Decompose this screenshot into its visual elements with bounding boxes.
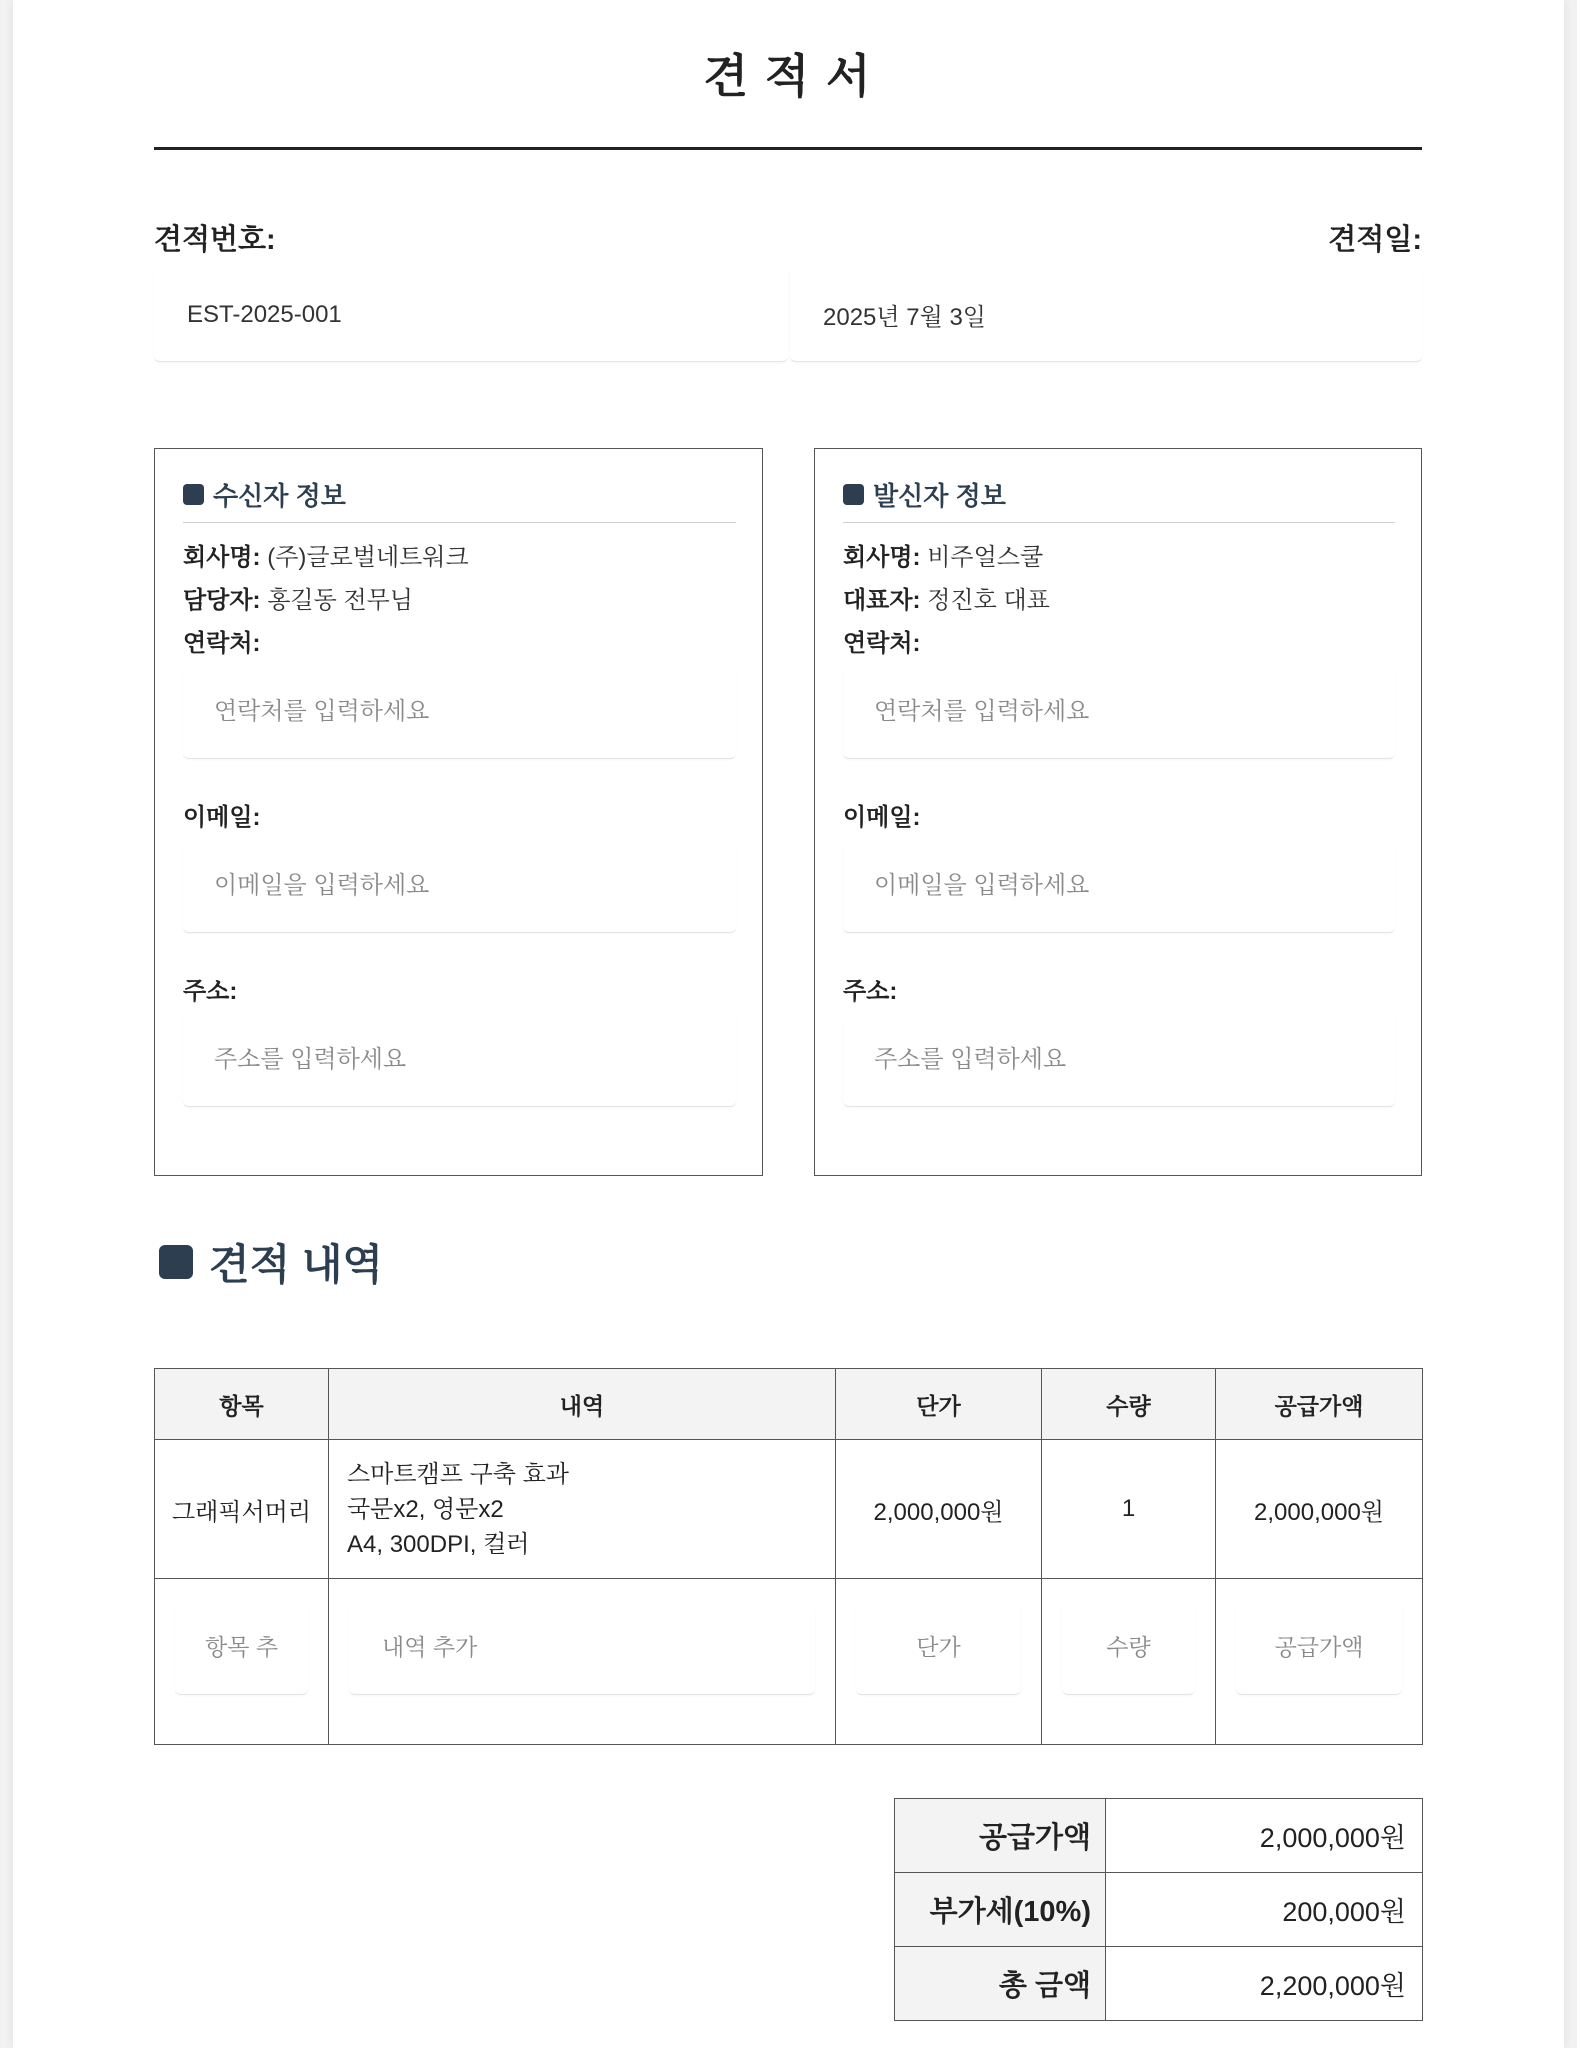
item-cell: 그래픽서머리	[155, 1440, 329, 1579]
recipient-info-lines	[183, 536, 736, 622]
items-section-heading	[159, 1235, 383, 1289]
summary-row-vat	[895, 1873, 1423, 1947]
sender-address-label: 주소:	[843, 978, 898, 1005]
company-label: 회사명:	[183, 544, 261, 571]
recipient-info-box	[154, 448, 763, 1176]
new-item-cell	[155, 1579, 329, 1745]
amount-cell: 2,000,000원	[1216, 1440, 1423, 1579]
new-description-input[interactable]	[349, 1601, 815, 1695]
sender-info-box	[814, 448, 1422, 1176]
square-bullet-icon	[183, 484, 204, 505]
sender-address-input[interactable]	[843, 1013, 1395, 1107]
sender-contact-input[interactable]	[843, 665, 1395, 759]
sender-heading-text: 발신자 정보	[873, 480, 1006, 511]
column-header-quantity: 수량	[1042, 1369, 1216, 1440]
summary-row-supply	[895, 1799, 1423, 1873]
recipient-address-label: 주소:	[183, 978, 238, 1005]
company-value: 비주얼스쿨	[927, 544, 1044, 571]
estimate-date-label: 견적일:	[1328, 224, 1422, 256]
square-bullet-icon	[159, 1245, 193, 1279]
new-item-row	[155, 1579, 1423, 1745]
summary-value: 2,000,000원	[1106, 1799, 1423, 1873]
description-line: 국문x2, 영문x2	[347, 1495, 504, 1523]
column-header-item: 항목	[155, 1369, 329, 1440]
sender-heading	[843, 476, 1395, 523]
company-value: (주)글로벌네트워크	[267, 544, 469, 571]
recipient-address-input[interactable]	[183, 1013, 736, 1107]
recipient-email-input[interactable]	[183, 839, 736, 933]
table-header-row	[155, 1369, 1423, 1440]
recipient-heading	[183, 476, 736, 523]
summary-value: 200,000원	[1106, 1873, 1423, 1947]
unit-price-cell: 2,000,000원	[836, 1440, 1042, 1579]
recipient-contact-label: 연락처:	[183, 630, 261, 657]
recipient-company-line	[183, 536, 736, 579]
summary-label: 공급가액	[895, 1799, 1106, 1873]
summary-label: 부가세(10%)	[895, 1873, 1106, 1947]
recipient-email-label: 이메일:	[183, 804, 261, 831]
sender-company-line	[843, 536, 1395, 579]
summary-label: 총 금액	[895, 1947, 1106, 2021]
representative-value: 정진호 대표	[927, 587, 1050, 614]
quantity-cell: 1	[1042, 1440, 1216, 1579]
column-header-amount: 공급가액	[1216, 1369, 1423, 1440]
sender-email-label: 이메일:	[843, 804, 921, 831]
company-label: 회사명:	[843, 544, 921, 571]
recipient-heading-text: 수신자 정보	[213, 480, 346, 511]
new-amount-input[interactable]	[1236, 1601, 1402, 1695]
person-label: 담당자:	[183, 587, 261, 614]
column-header-description: 내역	[329, 1369, 836, 1440]
items-section-heading-text: 견적 내역	[209, 1241, 383, 1288]
title-divider	[154, 147, 1422, 150]
quote-document	[13, 0, 1564, 2048]
estimate-number-label: 견적번호:	[154, 224, 276, 256]
square-bullet-icon	[843, 484, 864, 505]
representative-label: 대표자:	[843, 587, 921, 614]
new-quantity-cell	[1042, 1579, 1216, 1745]
sender-info-lines	[843, 536, 1395, 622]
description-line: 스마트캠프 구축 효과	[347, 1460, 569, 1488]
summary-value: 2,200,000원	[1106, 1947, 1423, 2021]
new-unit-price-cell	[836, 1579, 1042, 1745]
sender-contact-label: 연락처:	[843, 630, 921, 657]
new-amount-cell	[1216, 1579, 1423, 1745]
new-quantity-input[interactable]	[1062, 1601, 1195, 1695]
estimate-date-input[interactable]	[790, 268, 1422, 362]
description-cell	[329, 1440, 836, 1579]
summary-row-total	[895, 1947, 1423, 2021]
recipient-contact-input[interactable]	[183, 665, 736, 759]
new-item-input[interactable]	[175, 1601, 308, 1695]
sender-email-input[interactable]	[843, 839, 1395, 933]
estimate-number-input[interactable]	[154, 268, 788, 362]
summary-table	[894, 1798, 1423, 2021]
new-unit-price-input[interactable]	[856, 1601, 1021, 1695]
description-line: A4, 300DPI, 컬러	[347, 1530, 530, 1558]
person-value: 홍길동 전무님	[267, 587, 413, 614]
document-title: 견 적 서	[703, 50, 873, 102]
recipient-person-line	[183, 579, 736, 622]
new-description-cell	[329, 1579, 836, 1745]
items-table	[154, 1368, 1423, 1745]
column-header-unit-price: 단가	[836, 1369, 1042, 1440]
table-row	[155, 1440, 1423, 1579]
sender-person-line	[843, 579, 1395, 622]
